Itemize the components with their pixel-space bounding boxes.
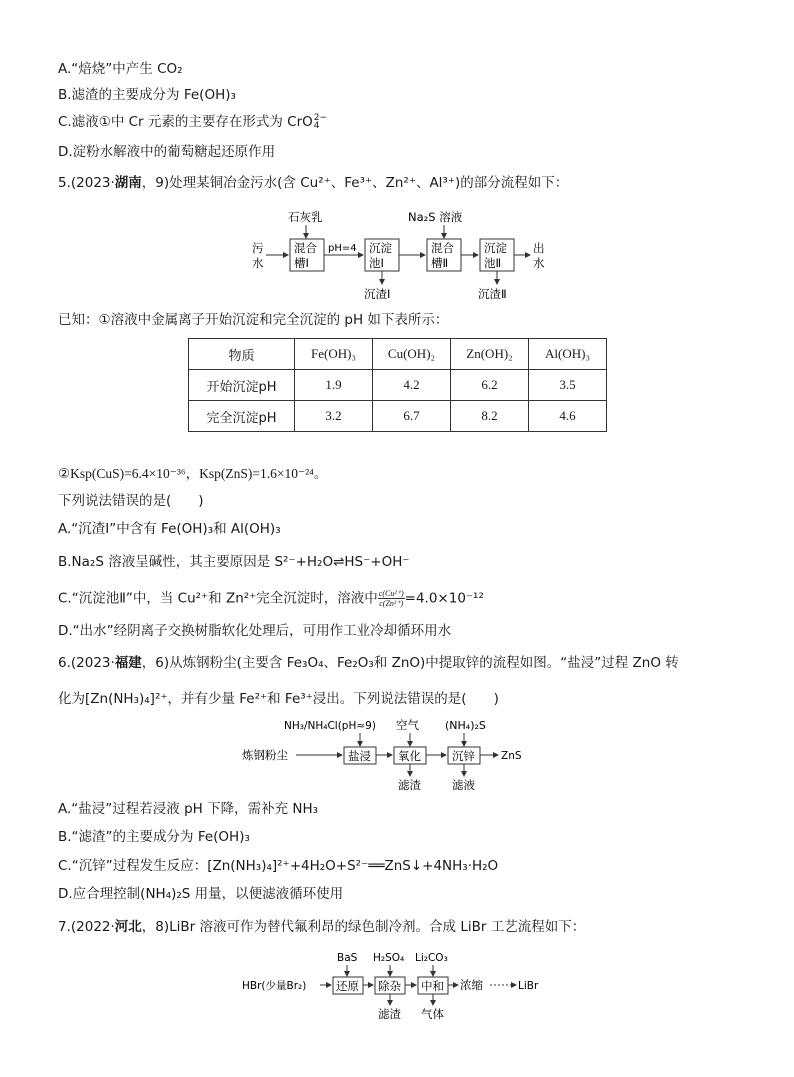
q6-option-c: C.“沉锌”过程发生反应：[Zn(NH₃)₄]²⁺+4H₂O+S²⁻══ZnS↓+4NH₃·H₂O: [58, 858, 499, 874]
table-cell: 6.2: [451, 370, 529, 401]
q6-waste-filtrate: 滤液: [452, 778, 475, 792]
q5-input-1: 污: [252, 241, 264, 255]
q7-box2-label: 除杂: [378, 979, 401, 993]
q4-option-c-subscript: 4: [313, 121, 320, 131]
q7-reagent-bas: BaS: [337, 952, 358, 964]
q5-output-2: 水: [533, 256, 545, 270]
q4-option-b: B.滤渣的主要成分为 Fe(OH)₃: [58, 87, 236, 103]
q6-stem-text: ，6)从炼钢粉尘(主要含 Fe₃O₄、Fe₂O₃和 ZnO)中提取锌的流程如图。“盐浸”过程 ZnO 转: [141, 655, 679, 671]
q6-stem-line2: 化为[Zn(NH₃)₄]²⁺，并有少量 Fe²⁺和 Fe³⁺浸出。下列说法错误的是( ): [58, 691, 499, 707]
q6-source: 福建: [114, 655, 142, 671]
q6-waste-residue: 滤渣: [398, 778, 421, 792]
q5-number: 5.(2023·: [58, 175, 115, 191]
q7-flow-diagram: [240, 945, 560, 1025]
q5-residue-2: 沉渣Ⅱ: [478, 287, 507, 301]
table-header-cell: 物质: [189, 339, 295, 370]
q5-known-intro: 已知：①溶液中金属离子开始沉淀和完全沉淀的 pH 如下表所示：: [58, 312, 449, 328]
q6-stem-line1: [58, 654, 679, 672]
q6-reagent-nh3: NH₃/NH₄Cl(pH≈9): [284, 720, 376, 732]
table-cell: 6.7: [373, 401, 451, 432]
table-cell: 完全沉淀pH: [189, 401, 295, 432]
q6-reagent-air: 空气: [396, 718, 419, 732]
q6-box3-label: 沉锌: [452, 749, 475, 763]
q5-box3-line2: 槽Ⅱ: [431, 256, 449, 270]
table-header-cell: Al(OH)₃: [529, 339, 607, 370]
q5-ph-label: pH=4: [328, 243, 357, 254]
q5-box1-line1: 混合: [294, 241, 317, 255]
table-header-cell: Fe(OH)₃: [295, 339, 373, 370]
table-header-cell: Cu(OH)₂: [373, 339, 451, 370]
q4-option-a: A.“焙烧”中产生 CO₂: [58, 61, 183, 77]
q5-option-c-value: =4.0×10⁻¹²: [404, 590, 484, 607]
q5-reagent-lime: 石灰乳: [288, 210, 323, 224]
table-cell: 开始沉淀pH: [189, 370, 295, 401]
q5-option-c-text: C.“沉淀池Ⅱ”中，当 Cu²⁺和 Zn²⁺完全沉淀时，溶液中: [58, 590, 378, 607]
q6-output: ZnS: [501, 750, 522, 762]
table-cell: 4.6: [529, 401, 607, 432]
q7-source: 河北: [114, 919, 142, 935]
q5-option-b: B.Na₂S 溶液呈碱性，其主要原因是 S²⁻+H₂O⇌HS⁻+OH⁻: [58, 554, 410, 570]
table-header-cell: Zn(OH)₂: [451, 339, 529, 370]
q6-flow-diagram: [240, 715, 560, 795]
q5-option-c-fraction: [378, 589, 405, 608]
table-row: [189, 401, 607, 432]
q5-ph-table: [188, 338, 607, 432]
q7-number: 7.(2022·: [58, 919, 115, 935]
q5-stem-text: ，9)处理某铜冶金污水(含 Cu²⁺、Fe³⁺、Zn²⁺、Al³⁺)的部分流程如下：: [141, 175, 569, 191]
q5-ksp-line: ②Ksp(CuS)=6.4×10⁻³⁶，Ksp(ZnS)=1.6×10⁻²⁴。: [58, 466, 328, 481]
q5-box4-line1: 沉淀: [484, 241, 507, 255]
q4-option-c-charge: 2−: [313, 113, 328, 123]
q4-option-d: D.淀粉水解液中的葡萄糖起还原作用: [58, 144, 276, 160]
q7-stem: [58, 918, 585, 936]
q5-stem: [58, 174, 568, 192]
q7-output: LiBr: [518, 980, 539, 992]
q5-box2-line1: 沉淀: [369, 241, 392, 255]
q5-source: 湖南: [114, 175, 142, 191]
q7-reagent-li2co3: Li₂CO₃: [415, 952, 448, 964]
q5-flow-diagram: [240, 205, 570, 305]
table-cell: 8.2: [451, 401, 529, 432]
q5-output-1: 出: [533, 241, 545, 255]
q6-option-b: B.“滤渣”的主要成分为 Fe(OH)₃: [58, 829, 250, 845]
q5-option-a: A.“沉渣Ⅰ”中含有 Fe(OH)₃和 Al(OH)₃: [58, 521, 281, 537]
q7-waste-residue: 滤渣: [378, 1007, 401, 1021]
q5-box1-line2: 槽Ⅰ: [294, 256, 309, 270]
q7-step-concentrate: 浓缩: [460, 978, 483, 992]
table-row: [189, 370, 607, 401]
q5-reagent-na2s: Na₂S 溶液: [408, 210, 463, 224]
q6-input: 炼钢粉尘: [242, 748, 288, 762]
q5-box2-line2: 池Ⅰ: [369, 256, 384, 270]
q6-number: 6.(2023·: [58, 655, 115, 671]
q6-option-d: D.应合理控制(NH₄)₂S 用量，以便滤液循环使用: [58, 886, 344, 902]
table-cell: 3.5: [529, 370, 607, 401]
q6-box1-label: 盐浸: [348, 749, 371, 763]
q7-stem-text: ，8)LiBr 溶液可作为替代氟利昂的绿色制冷剂。合成 LiBr 工艺流程如下：: [141, 919, 586, 935]
table-cell: 1.9: [295, 370, 373, 401]
q5-option-c: [58, 589, 484, 608]
q4-option-c: [58, 113, 327, 131]
fraction-denominator: c(Zn²⁺): [379, 599, 404, 608]
q7-reagent-h2so4: H₂SO₄: [373, 952, 405, 964]
table-cell: 3.2: [295, 401, 373, 432]
q7-box3-label: 中和: [421, 979, 444, 993]
q6-option-a: A.“盐浸”过程若浸液 pH 下降，需补充 NH₃: [58, 801, 319, 817]
q7-box1-label: 还原: [336, 979, 359, 993]
q6-box2-label: 氧化: [398, 749, 421, 763]
q5-box3-line1: 混合: [431, 241, 454, 255]
q5-question: 下列说法错误的是( ): [58, 493, 204, 509]
q5-residue-1: 沉渣Ⅰ: [364, 287, 391, 301]
q4-option-c-text: C.滤液①中 Cr 元素的主要存在形式为 CrO: [58, 114, 313, 130]
table-cell: 4.2: [373, 370, 451, 401]
fraction-numerator: c(Cu²⁺): [378, 589, 404, 598]
q5-box4-line2: 池Ⅱ: [484, 256, 502, 270]
table-header-row: [189, 339, 607, 370]
q6-reagent-nh4s: (NH₄)₂S: [445, 719, 486, 732]
q7-input: HBr(少量Br₂): [242, 980, 307, 992]
q5-option-d: D.“出水”经阴离子交换树脂软化处理后，可用作工业冷却循环用水: [58, 623, 452, 639]
q7-waste-gas: 气体: [421, 1007, 444, 1021]
q5-input-2: 水: [252, 256, 264, 270]
